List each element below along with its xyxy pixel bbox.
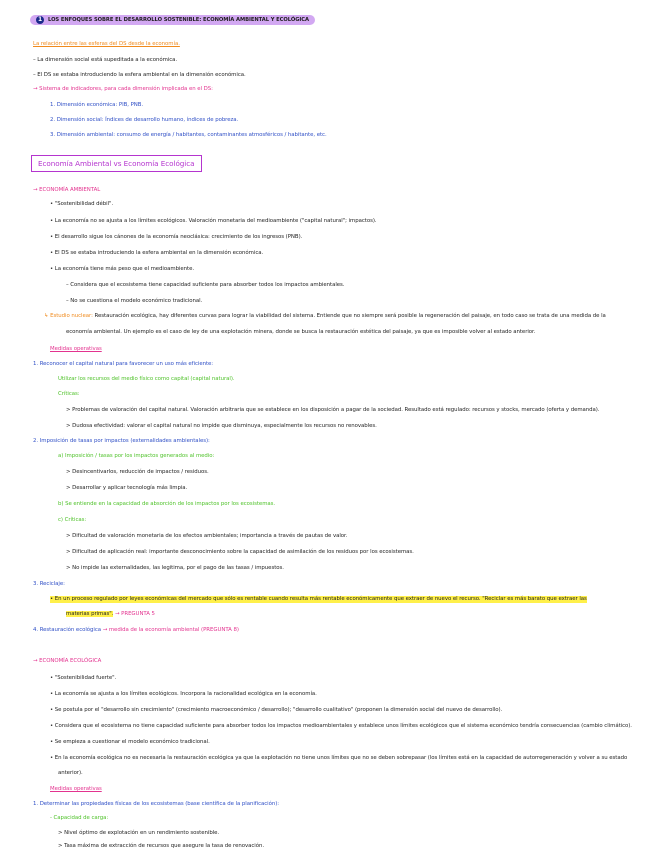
medida-2: 2. Imposición de tasas por impactos (externalidades ambientales): xyxy=(33,438,210,444)
ambiental-note-cont: economía ambiental. Un ejemplo es el caso de ley de una explotación minera, donde se busca la restauración estética del paisaje, ya que es imposible volver al estado anterior. xyxy=(66,329,536,335)
section-title: LOS ENFOQUES SOBRE EL DESARROLLO SOSTENIBLE: ECONOMÍA AMBIENTAL Y ECOLÓGICA xyxy=(48,17,310,23)
medida-1-critica: > Problemas de valoración del capital natural. Valoración arbitraria que se establece en los disposición a pagar de la sociedad. Resultado está regulado: recursos y stocks, mercado (oferta y demanda). xyxy=(66,407,600,413)
indicator-environmental: 3. Dimensión ambiental: consumo de energía / habitantes, contaminantes atmosféricos / habitante, etc. xyxy=(50,132,327,138)
ecologica-item: • Se postula por el "desarrollo sin crecimiento" (crecimiento macroeconómico / desarrollo); "desarrollo cualitativo" (proponen la dimensión social del nuevo de desarrollo). xyxy=(50,707,503,713)
note-label: ↳ Estudio nuclear: xyxy=(44,313,93,319)
intro-bullet-2: – El DS se estaba introduciendo la esfera ambiental en la dimensión económica. xyxy=(33,72,246,78)
ambiental-subitem: – Considera que el ecosistema tiene capacidad suficiente para absorber todos los impactos ambientales. xyxy=(66,282,345,288)
medida-3-text-cont xyxy=(66,611,155,618)
intro-heading: La relación entre las esferas del DS desde la economía. xyxy=(33,41,180,47)
medida-3: 3. Reciclaje: xyxy=(33,581,65,587)
indicator-social: 2. Dimensión social: Índices de desarrollo humano, índices de pobreza. xyxy=(50,117,239,123)
capacidad-carga-item: > Tasa máxima de extracción de recursos que asegure la tasa de renovación. xyxy=(58,843,264,849)
ambiental-title: → ECONOMÍA AMBIENTAL xyxy=(33,187,101,193)
ecologica-item: • "Sostenibilidad fuerte". xyxy=(50,675,117,681)
medida-1-critica: > Dudosa efectividad: valorar el capital natural no impide que disminuya, especialmente los recursos no renovables. xyxy=(66,423,377,429)
ecologica-item-cont: anterior). xyxy=(58,770,83,776)
ecologica-item: • La economía se ajusta a los límites ecológicos. Incorpora la racionalidad ecológica en la economía. xyxy=(50,691,317,697)
ecologica-item: • En la economía ecológica no es necesaria la restauración ecológica ya que la explotación no tiene unos límites que no se deben sobrepasar (los límites está en la capacidad de autorregeneración y volver a su estado xyxy=(50,755,628,761)
section-header xyxy=(30,15,315,25)
medida-2a: a) Imposición / tasas por los impactos generados al medio: xyxy=(58,453,215,459)
section-number-badge: 1 xyxy=(37,16,43,23)
ecologica-item: • Considera que el ecosistema no tiene capacidad suficiente para absorber todos los impactos medioambientales y establece unos límites ecológicos que el sistema económico tendría consecuencias (cambio climático). xyxy=(50,723,632,729)
ecologica-medida-1: 1. Determinar las propiedades físicas de los ecosistemas (base científica de la planificación): xyxy=(33,801,280,807)
medida-2c: c) Críticas: xyxy=(58,517,87,523)
ambiental-item: • La economía tiene más peso que el medioambiente. xyxy=(50,266,195,272)
medida-2c-item: > No impide las externalidades, las legitima, por el pago de las tasas / impuestos. xyxy=(66,565,284,571)
ecologica-title: → ECONOMÍA ECOLÓGICA xyxy=(33,658,102,664)
ecologica-item: • Se empieza a cuestionar el modelo económico tradicional. xyxy=(50,739,210,745)
boxed-title: Economía Ambiental vs Economía Ecológica xyxy=(31,155,202,172)
medidas-heading: Medidas operativas xyxy=(50,346,102,352)
ambiental-item: • El DS se estaba introduciendo la esfera ambiental en la dimensión económica. xyxy=(50,250,264,256)
intro-subheading: → Sistema de indicadores, para cada dimensión implicada en el DS: xyxy=(33,86,213,92)
ambiental-item: • La economía no se ajusta a los límites ecológicos. Valoración monetaria del medioambiente ("capital natural"; impactos). xyxy=(50,218,377,224)
question-link[interactable]: → medida de la economía ambiental (PREGUNTA 8) xyxy=(102,627,239,633)
indicator-economic: 1. Dimensión económica: PIB, PNB. xyxy=(50,102,144,108)
medida-1-criticas: Críticas: xyxy=(58,391,80,397)
medida-2b: b) Se entiende en la capacidad de absorción de los impactos por los ecosistemas. xyxy=(58,501,276,507)
intro-bullet-1: – La dimensión social está supeditada a la económica. xyxy=(33,57,178,63)
note-text: Restauración ecológica, hay diferentes curvas para lograr la viabilidad del sistema. Entiende que no siempre será posible la regeneración del paisaje, en todo caso se trata de una medida de la xyxy=(94,313,606,319)
medida-2c-item: > Dificultad de valoración monetaria de los efectos ambientales; importancia a través de pautas de valor. xyxy=(66,533,348,539)
medida-2a-item: > Desarrollar y aplicar tecnología más limpia. xyxy=(66,485,188,491)
ambiental-note xyxy=(44,313,606,320)
ambiental-item: • El desarrollo sigue los cánones de la economía neoclásica: crecimiento de los ingresos (PNB). xyxy=(50,234,303,240)
medida-2a-item: > Desincentivarlos, reducción de impactos / residuos. xyxy=(66,469,209,475)
medida-3-text: • En un proceso regulado por leyes económicas del mercado que sólo es rentable cuando resulta más rentable económicamente que extraer de nuevo el recurso. "Reciclar es más barato que extraer las xyxy=(50,596,587,602)
capacidad-carga: - Capacidad de carga: xyxy=(50,815,109,821)
capacidad-carga-item: > Nivel óptimo de explotación en un rendimiento sostenible. xyxy=(58,830,220,836)
ambiental-item: • "Sostenibilidad débil". xyxy=(50,201,114,207)
medida-2c-item: > Dificultad de aplicación real: importante desconocimiento sobre la capacidad de asimilación de los residuos por los ecosistemas. xyxy=(66,549,414,555)
medida-1: 1. Reconocer el capital natural para favorecer un uso más eficiente: xyxy=(33,361,214,367)
medida-1-text: Utilizar los recursos del medio físico como capital (capital natural). xyxy=(58,376,235,382)
medida-4 xyxy=(33,627,239,634)
medidas-heading: Medidas operativas xyxy=(50,786,102,792)
ambiental-subitem: – No se cuestiona el modelo económico tradicional. xyxy=(66,298,203,304)
highlighted-text: materias primas". xyxy=(66,611,114,617)
question-link[interactable]: → PREGUNTA 5 xyxy=(115,611,155,617)
medida-4-label: 4. Restauración ecológica xyxy=(33,627,102,633)
